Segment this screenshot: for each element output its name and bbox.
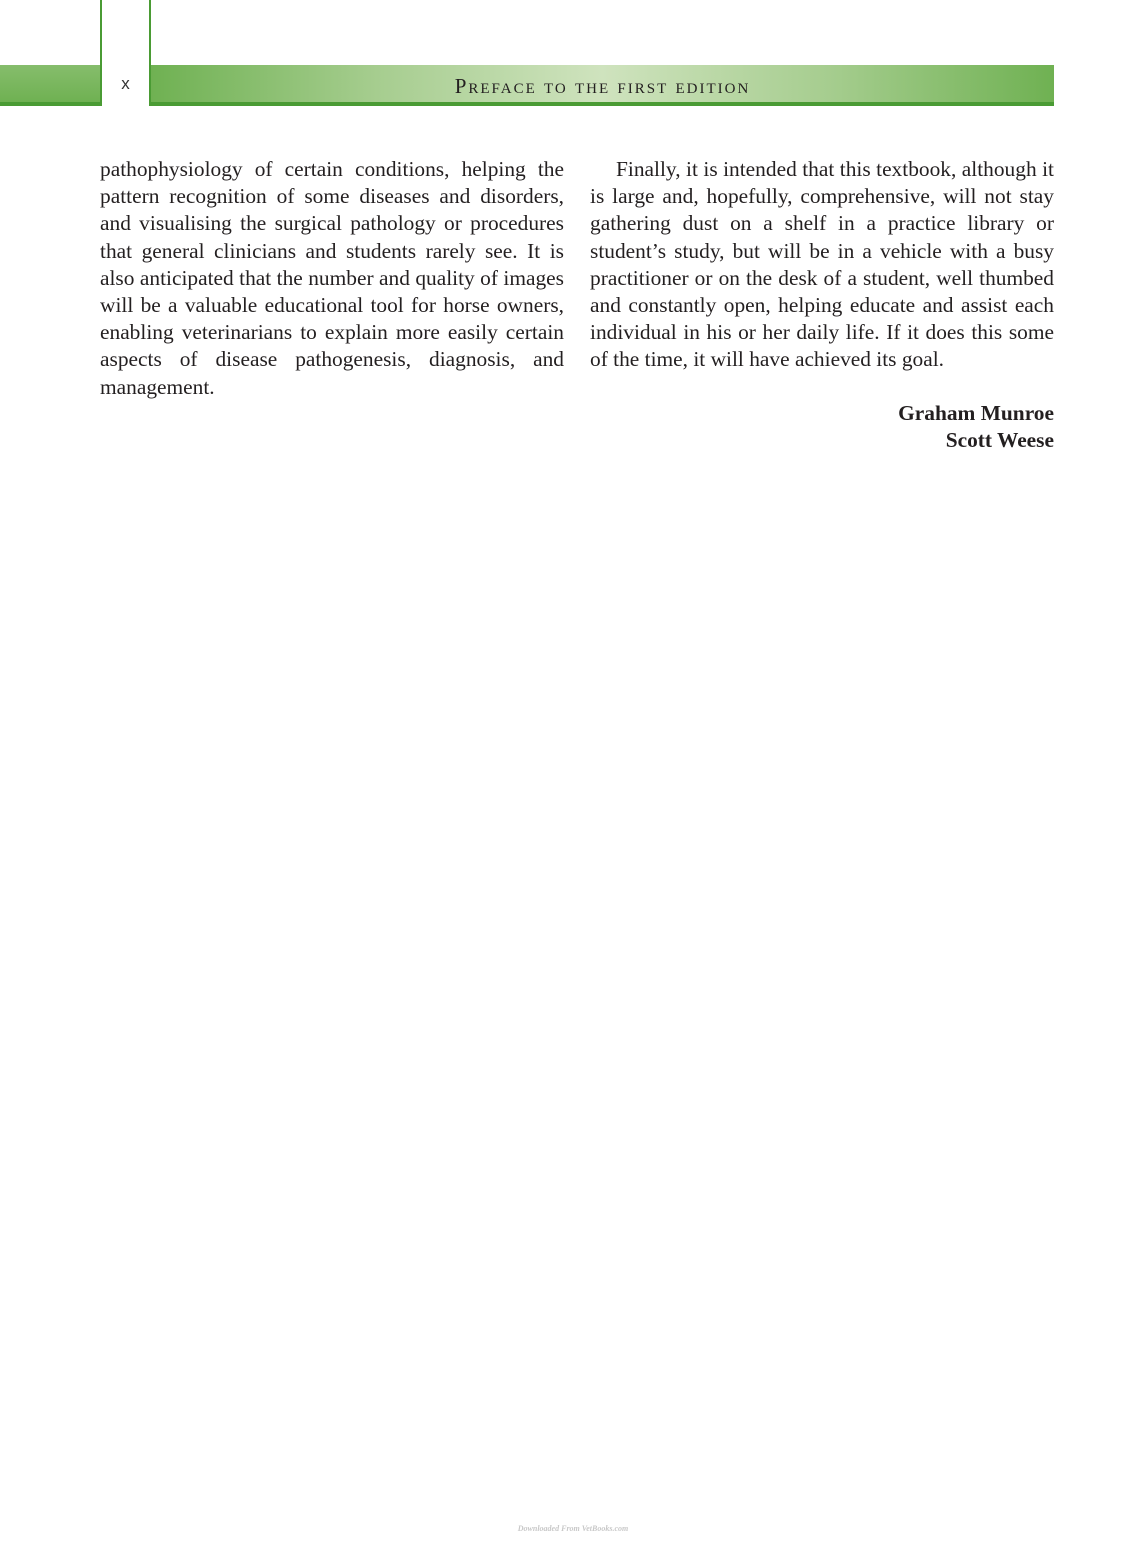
page-number: x	[121, 74, 130, 93]
signature-scott-weese: Scott Weese	[945, 428, 1054, 453]
right-paragraph: Finally, it is intended that this textbook, although it is large and, hopefully, comprehensive, will not stay gathering dust on a shelf in a practice library or student’s study, but will be in a vehicle with a busy practitioner or on the desk of a student, well thumbed and constantly open, helping educate and assist each individual in his or her daily life. If it does this some of the time, it will have achieved its goal.	[590, 157, 1054, 372]
left-paragraph: pathophysiology of certain conditions, helping the pattern recognition of some diseases and disorders, and visualising the surgical pathology or procedures that general clinicians and students rarely see. It is also anticipated that the number and quality of images will be a valuable educational tool for horse owners, enabling veterinarians to explain more easily certain aspects of disease pathogenesis, diagnosis, and management.	[100, 157, 564, 399]
left-column	[100, 156, 564, 401]
running-head: Preface to the first edition	[454, 74, 751, 98]
signature-graham-munroe: Graham Munroe	[898, 401, 1054, 425]
header-left-band	[0, 65, 101, 106]
running-head-band	[151, 65, 1054, 106]
footer-watermark: Downloaded From VetBooks.com	[517, 1524, 629, 1533]
folio-box	[100, 0, 151, 106]
signature-block	[898, 400, 1054, 454]
right-column	[590, 156, 1054, 374]
